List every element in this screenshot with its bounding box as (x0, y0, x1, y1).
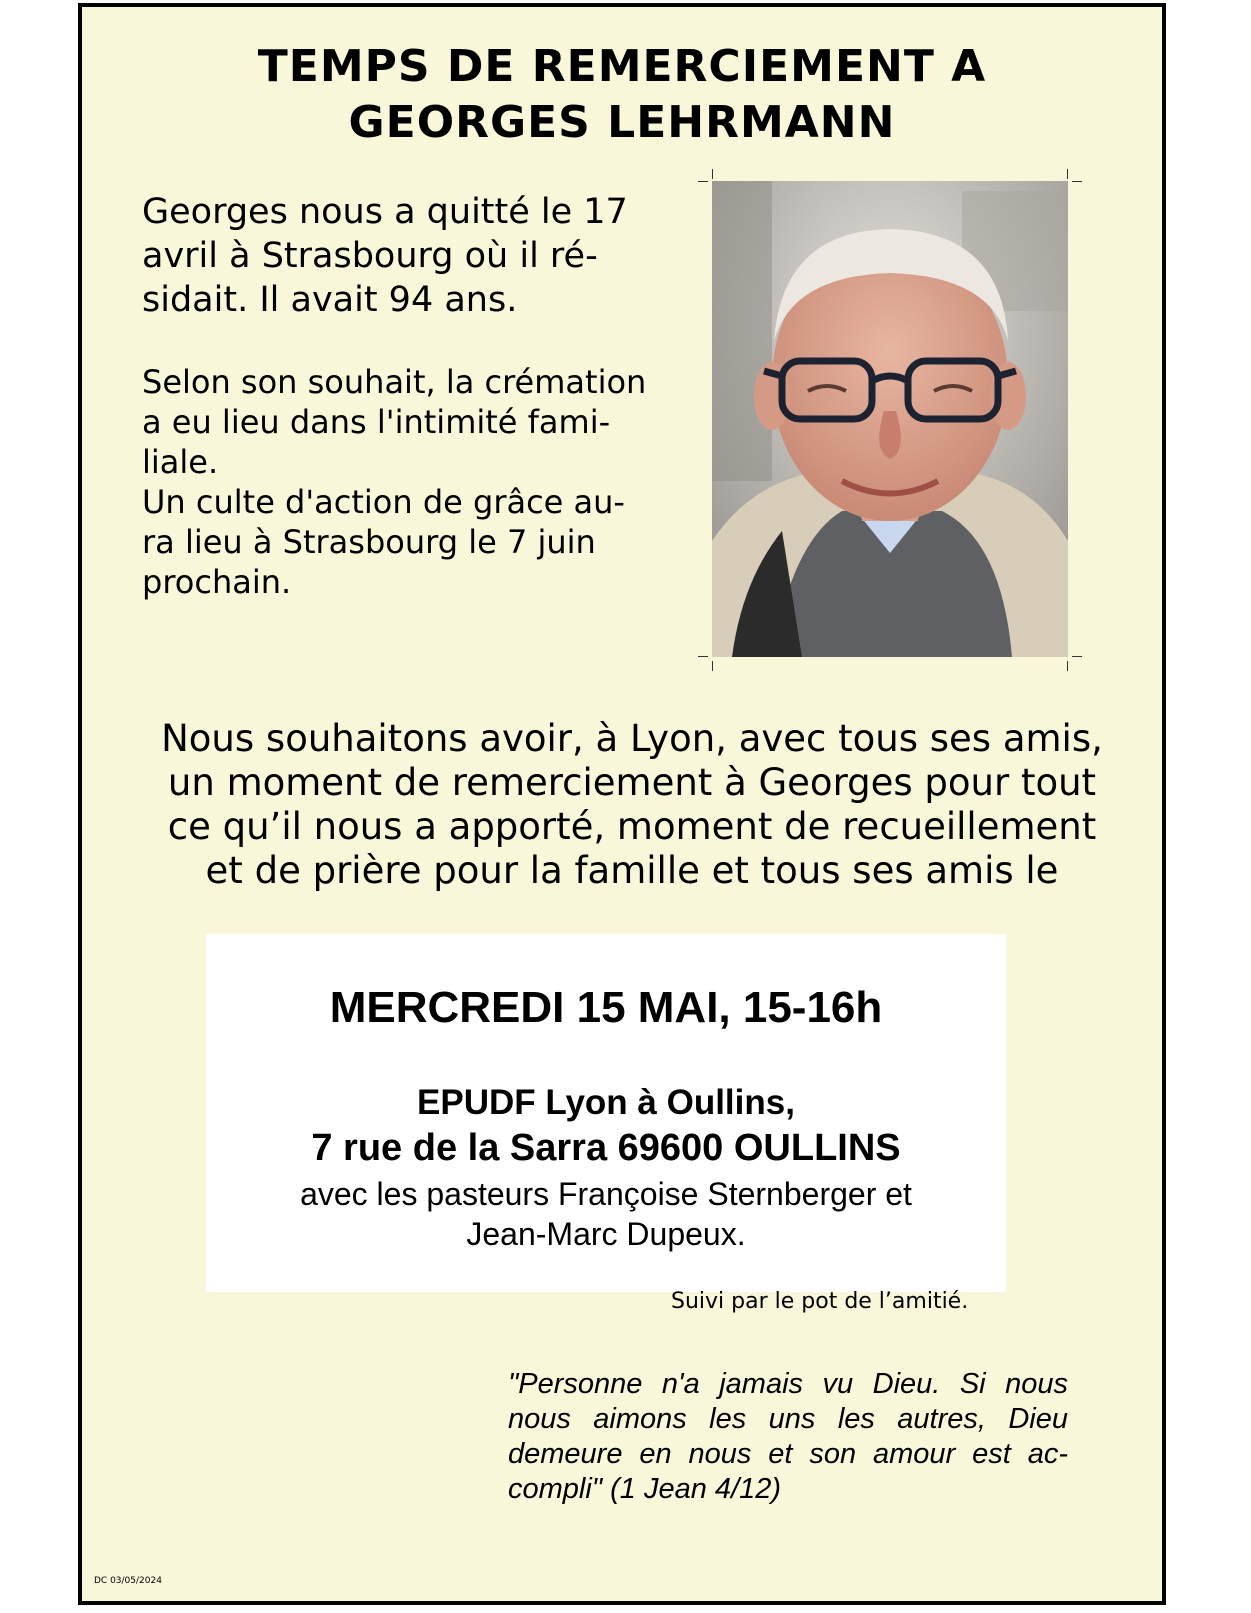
text-line: ra lieu à Strasbourg le 7 juin (142, 523, 596, 561)
followup-note: Suivi par le pot de l’amitié. (671, 1289, 969, 1314)
event-pastors (206, 1174, 1006, 1254)
text-line: avec les pasteurs Françoise Sternberger et (300, 1176, 912, 1212)
page-title (82, 39, 1162, 151)
event-date: MERCREDI 15 MAI, 15-16h (329, 983, 883, 1032)
title-line: GEORGES LEHRMANN (348, 97, 896, 148)
text-line: Un culte d'action de grâce au- (142, 483, 625, 521)
crop-mark (1067, 661, 1068, 671)
text-line: Georges nous a quitté le 17 (142, 192, 628, 232)
text-line: liale. (142, 443, 219, 481)
event-info-box (206, 934, 1006, 1292)
intro-paragraph-ceremony (142, 362, 646, 602)
footer-stamp: DC 03/05/2024 (94, 1576, 162, 1586)
portrait-photo-icon (712, 181, 1068, 657)
title-line: TEMPS DE REMERCIEMENT A (257, 41, 987, 92)
intro-paragraph-death-notice (142, 190, 628, 322)
poster (78, 3, 1166, 1605)
crop-mark (1072, 181, 1082, 182)
text-line: Selon son souhait, la crémation (142, 363, 647, 401)
event-venue: EPUDF Lyon à Oullins, (417, 1083, 795, 1122)
bible-quote (508, 1367, 1068, 1507)
text-line: ce qu’il nous a apporté, moment de recueillement (167, 805, 1097, 848)
text-line: avril à Strasbourg où il ré- (142, 236, 598, 276)
invitation-paragraph (122, 717, 1142, 893)
crop-mark (698, 181, 708, 182)
text-line: et de prière pour la famille et tous ses amis le (205, 849, 1059, 892)
event-address: 7 rue de la Sarra 69600 OULLINS (311, 1127, 901, 1169)
crop-mark (712, 169, 713, 179)
quote-line: demeure en nous et son amour est ac- (508, 1438, 1068, 1470)
portrait-photo-frame (712, 181, 1068, 657)
text-line: un moment de remerciement à Georges pour tout (167, 761, 1097, 804)
quote-line: compli" (1 Jean 4/12) (508, 1473, 782, 1505)
quote-line: nous aimons les uns les autres, Dieu (508, 1403, 1068, 1435)
crop-mark (1072, 656, 1082, 657)
text-line: sidait. Il avait 94 ans. (142, 280, 518, 320)
text-line: prochain. (142, 563, 292, 601)
portrait-illustration (712, 181, 1068, 657)
text-line: Jean-Marc Dupeux. (466, 1216, 746, 1252)
text-line: a eu lieu dans l'intimité fami- (142, 403, 611, 441)
text-line: Nous souhaitons avoir, à Lyon, avec tous ses amis, (161, 717, 1103, 760)
crop-mark (1067, 169, 1068, 179)
quote-line: "Personne n'a jamais vu Dieu. Si nous (508, 1368, 1068, 1400)
crop-mark (698, 656, 708, 657)
crop-mark (712, 661, 713, 671)
